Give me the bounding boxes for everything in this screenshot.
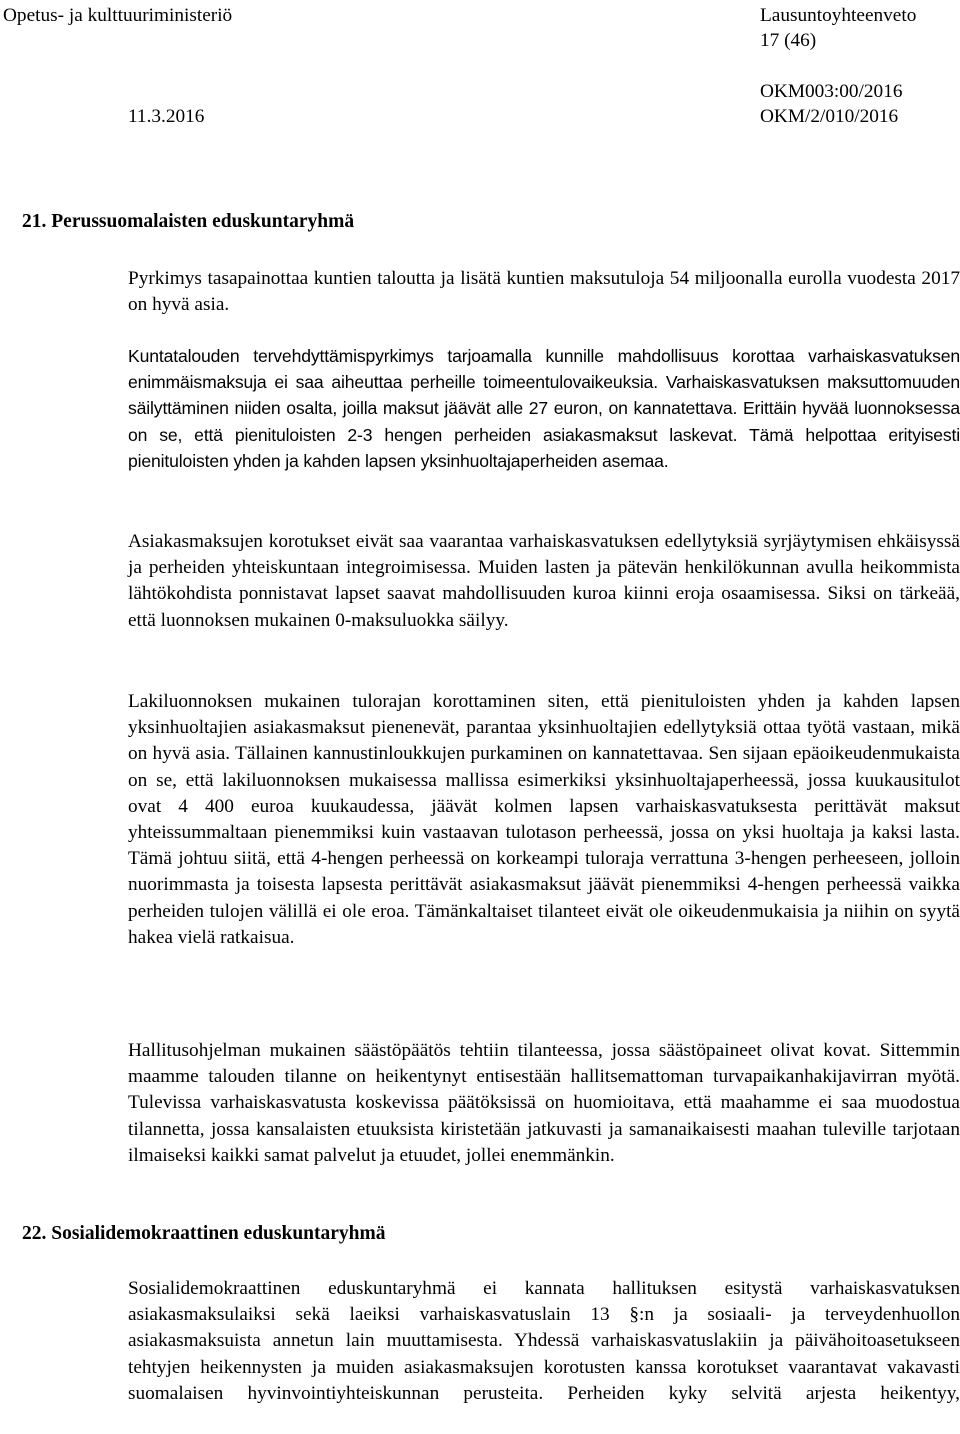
ministry-name: Opetus- ja kulttuuriministeriö xyxy=(3,5,233,26)
section-title-21: 21. Perussuomalaisten eduskuntaryhmä xyxy=(22,211,355,232)
section-21-paragraph-1: Pyrkimys tasapainottaa kuntien taloutta ja lisätä kuntien maksutuloja 54 miljoonalla eurolla vuodesta 2017 on hyvä asia. xyxy=(128,268,960,316)
page-number: 17 (46) xyxy=(760,30,817,51)
reference-number-2: OKM/2/010/2016 xyxy=(760,106,899,127)
document-date: 11.3.2016 xyxy=(128,106,205,127)
document-type: Lausuntoyhteenveto xyxy=(760,5,917,26)
reference-number-1: OKM003:00/2016 xyxy=(760,81,903,102)
section-21-paragraph-3: Asiakasmaksujen korotukset eivät saa vaarantaa varhaiskasvatuksen edellytyksiä syrjäytymisen ehkäisyssä ja perheiden yhteiskuntaan integroimisessa. Muiden lasten ja pätevän henkilökunnan avulla heikommista lähtökohdista ponnistavat lapset saavat mahdollisuuden kuroa kiinni eroja osaamisessa. Siksi on tärkeää, että luonnoksen mukainen 0-maksuluokka säilyy. xyxy=(128,531,960,631)
section-title-22: 22. Sosialidemokraattinen eduskuntaryhmä xyxy=(22,1223,386,1244)
section-22-paragraph-1: Sosialidemokraattinen eduskuntaryhmä ei kannata hallituksen esitystä varhaiskasvatuksen asiakasmaksulaiksi sekä laeiksi varhaiskasvatuslain 13 §:n ja sosiaali- ja terveydenhuollon asiakasmaksuista annetun lain muuttamisesta. Yhdessä varhaiskasvatuslakiin ja päivähoitoasetukseen tehtyjen heikennysten ja muiden asiakasmaksujen korotusten kanssa korotukset vaarantavat vakavasti suomalaisen hyvinvointiyhteiskunnan perusteita. Perheiden kyky selvitä arjesta heikentyy, xyxy=(128,1278,960,1404)
section-21-paragraph-5: Hallitusohjelman mukainen säästöpäätös tehtiin tilanteessa, jossa säästöpaineet olivat kovat. Sittemmin maamme talouden tilanne on heikentynyt entisestään hallitsemattoman turvapaikanhakijavirran myötä. Tulevissa varhaiskasvatusta koskevissa päätöksissä on huomioitava, että maahamme ei saa muodostua tilannetta, jossa kansalaisten etuuksista kiristetään jatkuvasti ja samanaikaisesti maahan tuleville tarjotaan ilmaiseksi kaikki samat palvelut ja etuudet, jollei enemmänkin. xyxy=(128,1040,960,1166)
section-21-paragraph-4: Lakiluonnoksen mukainen tulorajan korottaminen siten, että pienituloisten yhden ja kahden lapsen yksinhuoltajien asiakasmaksut pienenevät, parantaa yksinhuoltajien edellytyksiä ottaa työtä vastaan, mikä on hyvä asia. Tällainen kannustinloukkujen purkaminen on kannatettavaa. Sen sijaan epäoikeudenmukaista on se, että lakiluonnoksen mukaisessa mallissa esimerkiksi yksinhuoltajaperheessä, jossa kuukausitulot ovat 4 400 euroa kuukaudessa, jäävät kolmen lapsen varhaiskasvatuksesta perittävät maksut yhteissummaltaan pienemmiksi kuin vastaavan tulotason perheessä, jossa on yksi huoltaja ja kaksi lasta. Tämä johtuu siitä, että 4-hengen perheessä on korkeampi tuloraja verrattuna 3-hengen perheeseen, jolloin nuorimmasta ja toisesta lapsesta perittävät asiakasmaksut jäävät pienemmiksi 4-hengen perheessä vaikka perheiden tulojen välillä ei ole eroa. Tämänkaltaiset tilanteet eivät ole oikeudenmukaisia ja niihin on syytä hakea vielä ratkaisua. xyxy=(128,691,960,948)
section-21-paragraph-2: Kuntatalouden tervehdyttämispyrkimys tarjoamalla kunnille mahdollisuus korottaa varhaiskasvatuksen enimmäismaksuja ei saa aiheuttaa perheille toimeentulovaikeuksia. Varhaiskasvatuksen maksuttomuuden säilyttäminen niiden osalta, joilla maksut jäävät alle 27 euron, on kannatettava. Erittäin hyvää luonnoksessa on se, että pienituloisten 2-3 hengen perheiden asiakasmaksut laskevat. Tämä helpottaa erityisesti pienituloisten yhden ja kahden lapsen yksinhuoltajaperheiden asemaa. xyxy=(128,346,960,471)
